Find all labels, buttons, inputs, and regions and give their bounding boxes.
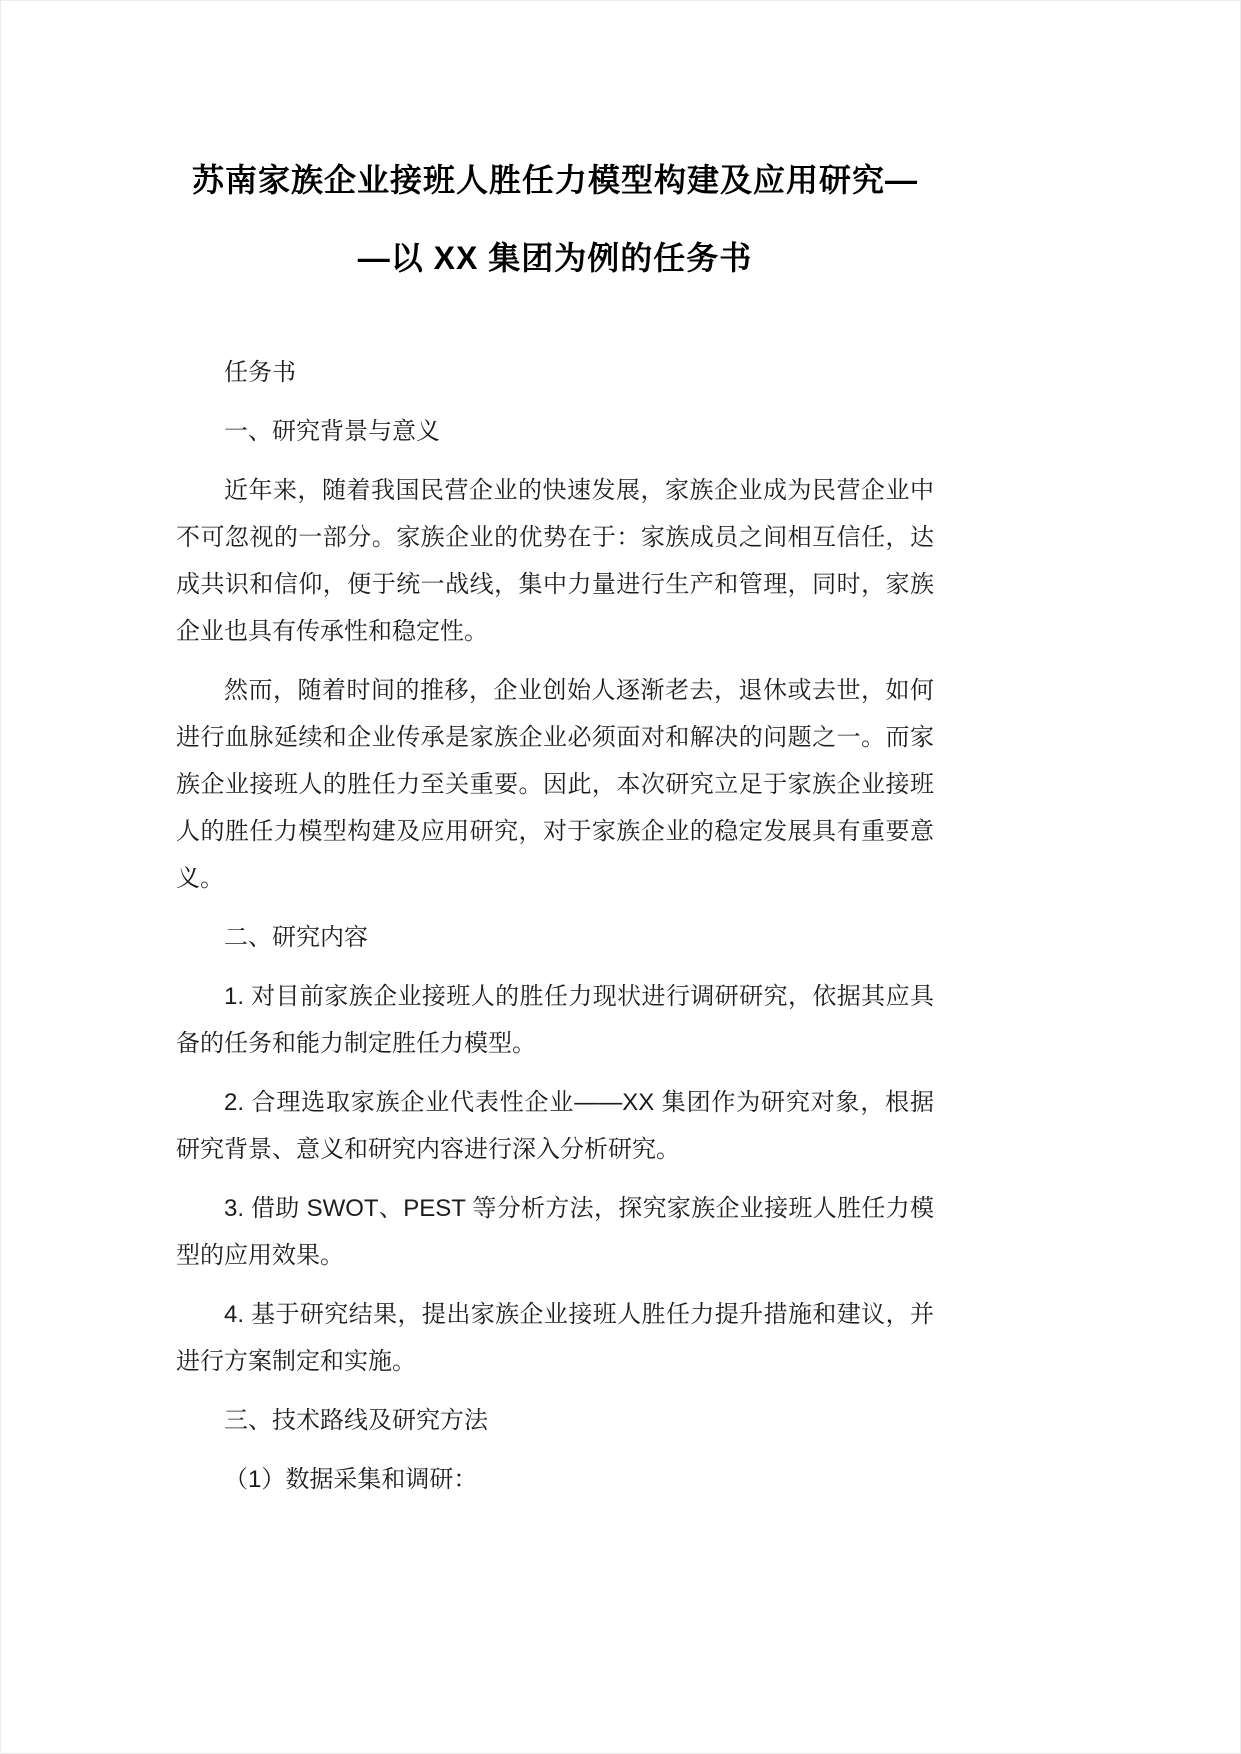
doc-label-taskbook: 任务书: [224, 359, 296, 386]
document-title-line-2: —以 XX 集团为例的任务书: [357, 240, 753, 276]
paragraph-background-2: 然而，随着时间的推移，企业创始人逐渐老去，退休或去世，如何进行血脉延续和企业传承是家族企业必须面对和解决的问题之一。而家族企业接班人的胜任力至关重要。因此，本次研究立足于家族企业接班人的胜任力模型构建及应用研究，对于家族企业的稳定发展具有重要意义。: [176, 677, 934, 892]
heading-section-2: 二、研究内容: [224, 924, 368, 951]
heading-section-3: 三、技术路线及研究方法: [224, 1407, 488, 1434]
research-content-item-1: 1. 对目前家族企业接班人的胜任力现状进行调研研究，依据其应具备的任务和能力制定胜任力模型。: [176, 983, 934, 1057]
heading-section-1: 一、研究背景与意义: [224, 418, 440, 445]
paragraph-method-1: （1）数据采集和调研：: [224, 1466, 478, 1493]
document-title-line-1: 苏南家族企业接班人胜任力模型构建及应用研究—: [191, 162, 918, 198]
document-content: [176, 141, 934, 1515]
document-title: [176, 141, 934, 297]
paragraph-background-1: 近年来，随着我国民营企业的快速发展，家族企业成为民营企业中不可忽视的一部分。家族企业的优势在于：家族成员之间相互信任，达成共识和信仰，便于统一战线，集中力量进行生产和管理，同时，家族企业也具有传承性和稳定性。: [176, 477, 934, 645]
research-content-item-2: 2. 合理选取家族企业代表性企业——XX 集团作为研究对象，根据研究背景、意义和研究内容进行深入分析研究。: [176, 1089, 934, 1163]
research-content-item-3: 3. 借助 SWOT、PEST 等分析方法，探究家族企业接班人胜任力模型的应用效果。: [176, 1195, 934, 1269]
research-content-item-4: 4. 基于研究结果，提出家族企业接班人胜任力提升措施和建议，并进行方案制定和实施。: [176, 1301, 934, 1375]
